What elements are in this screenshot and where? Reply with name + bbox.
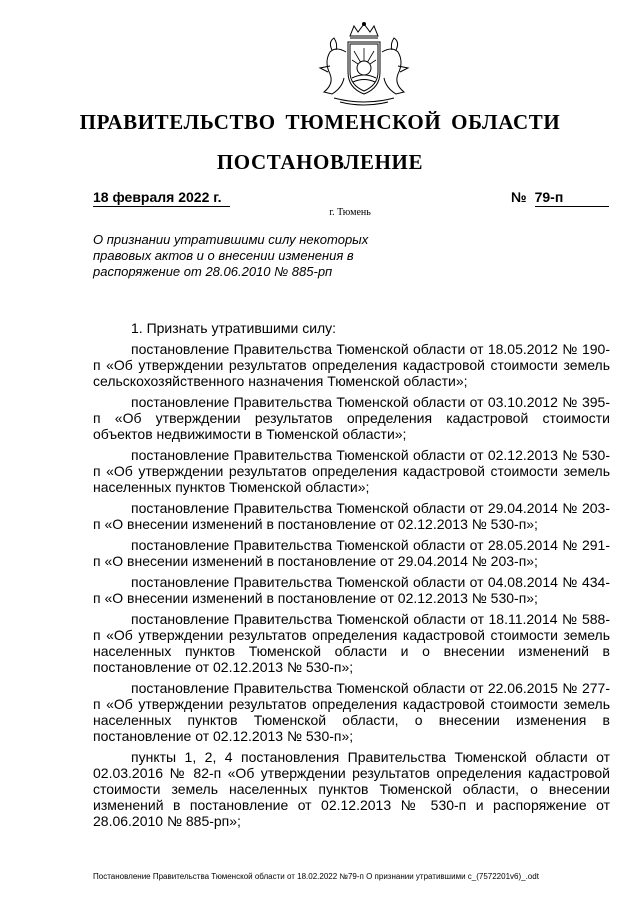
- paragraph: постановление Правительства Тюменской области от 18.11.2014 № 588-п «Об утверждении результатов определения кадастровой стоимости земель населенных пунктов Тюменской области и о внесении изменений в постановление от 02.12.2013 № 530-п»;: [93, 611, 610, 675]
- document-body: [93, 320, 610, 834]
- paragraph: постановление Правительства Тюменской области от 28.05.2014 № 291-п «О внесении изменений в постановление от 29.04.2014 № 203-п»;: [93, 537, 610, 569]
- paragraph: постановление Правительства Тюменской области от 22.06.2015 № 277-п «Об утверждении результатов определения кадастровой стоимости земель населенных пунктов Тюменской области, о внесении изменения в постановление от 02.12.2013 № 530-п»;: [93, 680, 610, 744]
- paragraph: постановление Правительства Тюменской области от 02.12.2013 № 530-п «Об утверждении результатов определения кадастровой стоимости земель населенных пунктов Тюменской области»;: [93, 447, 610, 495]
- document-date: 18 февраля 2022 г.: [93, 189, 230, 207]
- paragraph: постановление Правительства Тюменской области от 29.04.2014 № 203-п «О внесении изменений в постановление от 02.12.2013 № 530-п»;: [93, 500, 610, 532]
- document-type-title: ПОСТАНОВЛЕНИЕ: [216, 150, 424, 174]
- organization-title: ПРАВИТЕЛЬСТВО ТЮМЕНСКОЙ ОБЛАСТИ: [79, 110, 561, 134]
- document-subject: О признании утратившими силу некоторых правовых актов и о внесении изменения в распоряжение от 28.06.2010 № 885-рп: [93, 232, 369, 279]
- coat-of-arms-emblem: [310, 22, 418, 106]
- paragraph: постановление Правительства Тюменской области от 03.10.2012 № 395-п «Об утверждении результатов определения кадастровой стоимости объектов недвижимости в Тюменской области»;: [93, 394, 610, 442]
- paragraph: постановление Правительства Тюменской области от 18.05.2012 № 190-п «Об утверждении результатов определения кадастровой стоимости земель сельскохозяйственного назначения Тюменской области»;: [93, 341, 610, 389]
- document-number: [511, 189, 609, 207]
- number-value: 79-п: [535, 189, 609, 207]
- paragraph: пункты 1, 2, 4 постановления Правительства Тюменской области от 02.03.2016 № 82-п «Об утверждении результатов определения кадастровой стоимости земель населенных пунктов Тюменской области, о внесении изменений в постановление от 02.12.2013 № 530-п и распоряжение от 28.06.2010 № 885-рп»;: [93, 749, 610, 829]
- page-footer: Постановление Правительства Тюменской области от 18.02.2022 №79-п О признании утратившими с_(7572201v6)_.odt: [93, 872, 539, 881]
- number-sign: №: [511, 189, 527, 205]
- paragraph: 1. Признать утратившими силу:: [131, 320, 337, 336]
- paragraph: постановление Правительства Тюменской области от 04.08.2014 № 434-п «О внесении изменений в постановление от 02.12.2013 № 530-п»;: [93, 574, 610, 606]
- city-label: г. Тюмень: [329, 207, 371, 218]
